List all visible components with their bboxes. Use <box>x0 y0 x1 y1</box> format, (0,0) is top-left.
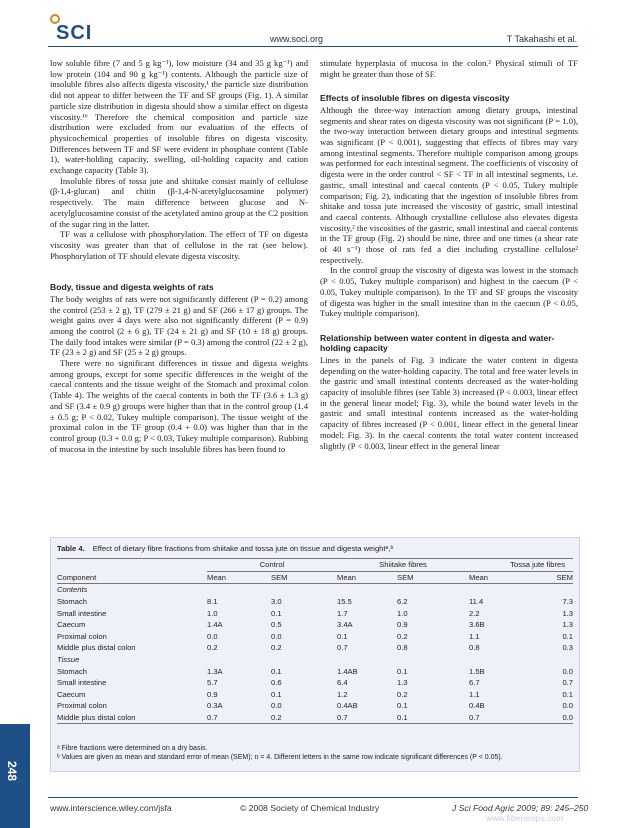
table-cell: 0.2 <box>271 713 282 723</box>
table-cell: 0.7 <box>337 713 348 723</box>
header-author: T Takahashi et al. <box>506 34 577 44</box>
table-cell: 0.7 <box>337 643 348 653</box>
table-row <box>57 700 573 712</box>
right-column <box>320 58 578 451</box>
table-cell: 0.7 <box>207 713 218 723</box>
table-cell: 0.9 <box>397 620 408 630</box>
table-cell: 0.1 <box>337 631 348 641</box>
paragraph: The body weights of rats were not significantly different (P = 0.2) among the control (253 ± 2 g), TF (279 ± 21 g) and SF (266 ± 17 g) groups. The weight gains over 4 days were also not significantly different (P = 0.9) among the control (2 ± 6 g), TF (24 ± 21 g) and SF (10 ± 18 g) groups. The daily food intakes were similar (P = 0.3) among the control (22 ± 2 g), TF (23 ± 2 g) and SF (25 ± 2 g) groups. <box>50 293 308 358</box>
table-footnotes <box>57 744 573 762</box>
table-cell: 15.5 <box>337 597 352 607</box>
table-cell: 0.1 <box>562 689 573 699</box>
table-cell: 1.2 <box>337 689 348 699</box>
table-cell: Proximal colon <box>57 701 107 711</box>
table-section-row <box>57 584 573 596</box>
column-header: Mean <box>469 572 488 582</box>
table-cell: 0.2 <box>207 643 218 653</box>
table-cell: 0.0 <box>562 701 573 711</box>
table-cell: 0.6 <box>271 678 282 688</box>
table-cell: 0.7 <box>469 713 480 723</box>
page-number: 248 <box>5 760 20 782</box>
table-cell: 6.2 <box>397 597 408 607</box>
table-cell: 0.4B <box>469 701 485 711</box>
watermark: www.fiberorops.com <box>486 813 564 823</box>
data-table <box>57 558 573 724</box>
table-cell: 0.5 <box>271 620 282 630</box>
table-subheader-row <box>57 571 573 584</box>
table-cell: 0.0 <box>271 701 282 711</box>
table-cell: 1.1 <box>469 689 480 699</box>
column-header: SEM <box>556 572 573 582</box>
paragraph: stimulate hyperplasia of mucosa in the colon.² Physical stimuli of TF might be greater than those of SF. <box>320 58 578 79</box>
table-cell: 1.3 <box>562 620 573 630</box>
table-cell: 0.0 <box>562 666 573 676</box>
table-row <box>57 689 573 701</box>
table-cell: 1.5B <box>469 666 485 676</box>
table-cell: 1.4A <box>207 620 223 630</box>
paragraph: Lines in the panels of Fig. 3 indicate the water content in digesta depending on the water-holding capacity. The total and free water levels in the gastric and small intestinal contents decreased as the water-holding capacity of insoluble fibres (see Table 3) increased (P < 0.003, linear effect in the general linear model; Fig. 3), while the bound water levels in the gastric and small intestinal contents increased as the water-holding capacity of fibres increased (P < 0.001, linear effect in the general linear model; Fig. 3). In the caecal contents the total water content increased slightly (P < 0.003, linear effect in the general linear <box>320 354 578 451</box>
footer-journal: J Sci Food Agric 2009; 89: 245–250 <box>452 803 589 813</box>
group-header: Control <box>207 559 337 572</box>
table-cell: 0.0 <box>271 631 282 641</box>
table-cell: 0.1 <box>271 689 282 699</box>
table-cell: 0.1 <box>271 666 282 676</box>
paragraph: TF was a cellulose with phosphorylation. The effect of TF on digesta viscosity was greater than that of cellulose in the rat (see below). Phosphorylation of TF should elevate digesta viscosity. <box>50 229 308 261</box>
table-row <box>57 607 573 619</box>
table-cell: Small intestine <box>57 608 107 618</box>
table-cell: 2.2 <box>469 608 480 618</box>
table-cell: 1.3 <box>562 608 573 618</box>
column-header: SEM <box>397 572 414 582</box>
table-cell: 1.3 <box>397 678 408 688</box>
header-url: www.soci.org <box>270 34 324 44</box>
table-cell: 0.1 <box>271 608 282 618</box>
table-cell: 0.9 <box>207 689 218 699</box>
table-row <box>57 665 573 677</box>
table-cell: Middle plus distal colon <box>57 713 136 723</box>
paragraph: There were no significant differences in tissue and digesta weights among groups, except for some specific differences in the weight of the caecal contents and the tissue weight of the Stomach and proximal colon (Table 4). The weights of the caecal contents in both the TF (3.6 ± 1.3 g) and SF (3.4 ± 0.9 g) groups were higher than that in the control group (1.4 ± 0.5 g; P < 0.02, Tukey multiple comparison). The tissue weight of the proximal colon in the TF group (0.4 + 0.0) was higher than that in the control group (0.3 + 0.0 g; P < 0.03, Tukey multiple comparison). Rubbing of mucosa in the intestine by such insoluble fibres has been found to <box>50 358 308 454</box>
table-cell: Caecum <box>57 689 86 699</box>
table-cell: 0.4AB <box>337 701 358 711</box>
table-cell: 3.0 <box>271 597 282 607</box>
table-cell: 0.2 <box>397 689 408 699</box>
table-cell: Caecum <box>57 620 86 630</box>
table-cell: 11.4 <box>469 597 484 607</box>
footer-rule <box>48 797 578 798</box>
paragraph: In the control group the viscosity of digesta was lowest in the stomach (P < 0.05, Tukey multiple comparison) and highest in the caecum (P < 0.05, Tukey multiple comparison). In the TF and SF groups the viscosity of digesta was higher in the small intestine than in the caecum (P < 0.05, Tukey multiple comparison). <box>320 265 578 319</box>
footnote: ᵃ Fibre fractions were determined on a dry basis. <box>57 745 208 752</box>
table-row <box>57 677 573 689</box>
section-heading: Relationship between water content in digesta and water-holding capacity <box>320 332 555 354</box>
table-cell: 0.7 <box>562 678 573 688</box>
table-cell: 3.6B <box>469 620 485 630</box>
table-cell: 0.0 <box>207 631 218 641</box>
table-cell: 3.4A <box>337 620 353 630</box>
table-cell: Stomach <box>57 666 87 676</box>
table-cell: 1.4AB <box>337 666 358 676</box>
paragraph: Although the three-way interaction among dietary groups, intestinal segments and shear rates on digesta viscosity was not significant (P = 1.0), the two-way interaction between dietary groups and intestinal segments was significant (P < 0.001), suggesting that effects of fibres may vary among intestinal segments. Therefore multiple comparison among groups was performed for each intestinal segment. The coefficients of viscosity of digesta were in the order control < SF < TF in all intestinal segments, i.e. gastric, small intestinal and caecal contents (P < 0.05, Tukey multiple comparison; Fig. 2), indicating that the ingestion of insoluble fibres from shitake and tossa jute increased the viscosity of gastric, small intestinal and caecal contents. Although crystalline cellulose also elevates digesta viscosity,² the viscosities of the gastric, small intestinal and caecal contents in the TF group (Fig. 2) should be nine, three and one times (a shear rate of 40 s⁻¹) those of rats fed a diet including crystalline cellulose² respectively. <box>320 104 578 265</box>
table-cell: Stomach <box>57 597 87 607</box>
left-column <box>50 58 308 454</box>
table-cell: 0.8 <box>469 643 480 653</box>
table-cell: 0.1 <box>562 631 573 641</box>
table-row <box>57 596 573 608</box>
table-cell: Proximal colon <box>57 631 107 641</box>
table-cell: 1.3A <box>207 666 223 676</box>
table-caption-text: Effect of dietary fibre fractions from shiitake and tossa jute on tissue and digesta weightᵃ,ᵇ <box>92 544 394 553</box>
table-cell: 0.3A <box>207 701 223 711</box>
group-header: Tossa jute fibres <box>469 559 573 572</box>
table-cell: Middle plus distal colon <box>57 643 136 653</box>
table-cell: 0.1 <box>397 713 408 723</box>
table-row <box>57 619 573 631</box>
table-cell: 8.1 <box>207 597 218 607</box>
table-cell: 5.7 <box>207 678 218 688</box>
table-cell: 1.1 <box>469 631 480 641</box>
logo-text: SCI <box>56 22 93 44</box>
table-cell: 0.3 <box>562 643 573 653</box>
sci-logo <box>50 14 96 44</box>
table-cell: 6.4 <box>337 678 348 688</box>
column-header: Component <box>57 572 97 582</box>
table-body <box>57 584 573 724</box>
footnote: ᵇ Values are given as mean and standard error of mean (SEM); n = 4. Different letters in the same row indicate significant differences (P < 0.05). <box>57 754 503 761</box>
footer-copyright: © 2008 Society of Chemical Industry <box>240 803 380 813</box>
table-cell: 0.1 <box>397 666 408 676</box>
table-4 <box>50 537 580 772</box>
table-cell: 1.0 <box>207 608 218 618</box>
table-cell: 0.2 <box>271 643 282 653</box>
table-cell: 1.0 <box>397 608 408 618</box>
table-cell: 0.1 <box>397 701 408 711</box>
column-header: SEM <box>271 572 288 582</box>
page-number-tab <box>0 724 30 828</box>
table-caption <box>57 544 393 553</box>
page-header <box>0 0 623 44</box>
header-rule <box>48 46 578 47</box>
table-row <box>57 712 573 724</box>
table-cell: 6.7 <box>469 678 480 688</box>
table-group-header-row <box>57 559 573 572</box>
table-cell: 1.7 <box>337 608 348 618</box>
footer-url: www.interscience.wiley.com/jsfa <box>50 803 172 813</box>
paragraph: Insoluble fibres of tossa jute and shiitake consist mainly of cellulose (β-1,4-glucan) and chitin (β-1,4-N-acetylglucosamine polymer) respectively. The main difference between glucose and N-acetylglucosamine consist of the acetylated amino group at the C2 position of the sugar ring in the latter. <box>50 175 308 229</box>
table-label: Table 4. <box>57 544 85 553</box>
section-heading: Body, tissue and digesta weights of rats <box>50 282 214 293</box>
table-cell: 0.8 <box>397 643 408 653</box>
table-section-row <box>57 654 573 666</box>
table-cell: Small intestine <box>57 678 107 688</box>
table-cell: 7.3 <box>562 597 573 607</box>
section-label: Tissue <box>57 655 80 665</box>
table-cell: 0.2 <box>397 631 408 641</box>
table-cell: 0.0 <box>562 713 573 723</box>
section-label: Contents <box>57 585 88 595</box>
table-row <box>57 631 573 643</box>
section-heading: Effects of insoluble fibres on digesta viscosity <box>320 93 510 104</box>
column-header: Mean <box>337 572 356 582</box>
group-header: Shiitake fibres <box>337 559 469 572</box>
table-row <box>57 642 573 654</box>
column-header: Mean <box>207 572 226 582</box>
paragraph: low soluble fibre (7 and 5 g kg⁻¹), low moisture (34 and 35 g kg⁻¹) and low protein (104 and 90 g kg⁻¹) contents. Although the particle size of insoluble fibres also affects digesta viscosity,¹ the particle size distribution did not appear to differ between the TF and SF groups (Fig. 1). A similar particle size distribution in digesta should show a similar effect on digesta viscosity.¹⁶ Therefore the chemical composition and particle size distribution were excluded from our evaluation of the effects of physicochemical properties of insoluble fibres on digesta viscosity. Differences between TF and SF were evident in phosphate content (Table 1), water-holding capacity, swelling, oil-holding capacity and cation exchange capacity (Table 3). <box>50 58 308 176</box>
